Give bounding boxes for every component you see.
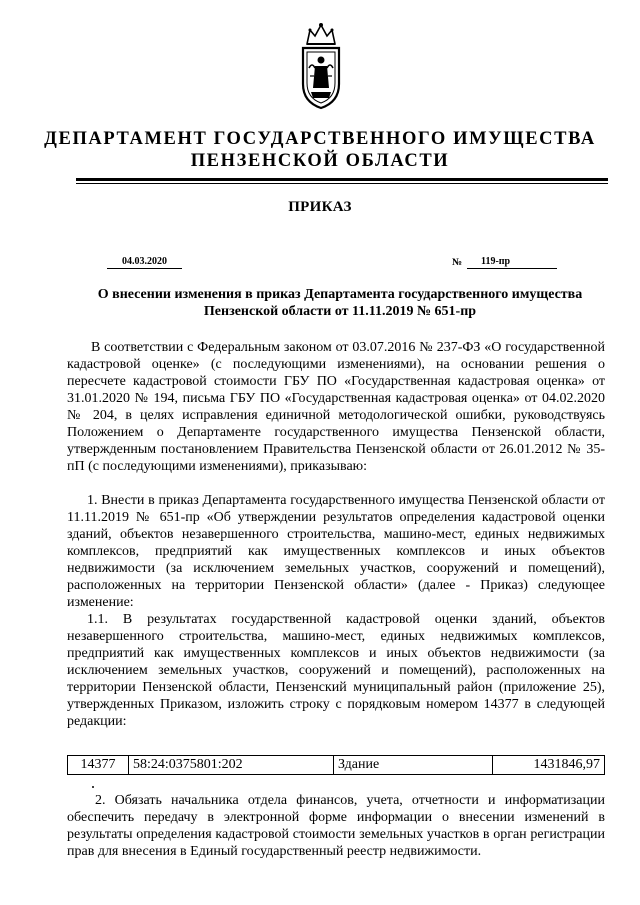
header-divider-thin	[76, 183, 608, 184]
penza-coat-of-arms-icon	[298, 22, 344, 110]
number-sign: №	[452, 257, 463, 268]
department-title-line1: ДЕПАРТАМЕНТ ГОСУДАРСТВЕННОГО ИМУЩЕСТВА	[44, 129, 596, 149]
header-divider-thick	[76, 178, 608, 181]
document-date: 04.03.2020	[107, 256, 182, 269]
object-type-cell: Здание	[334, 756, 493, 775]
cadastral-number-cell: 58:24:0375801:202	[129, 756, 334, 775]
row-number-cell: 14377	[68, 756, 129, 775]
table-row	[68, 756, 605, 775]
stray-dot	[92, 786, 94, 788]
document-subject: О внесении изменения в приказ Департамента государственного имущества Пензенской области от 11.11.2019 № 651-пр	[97, 287, 583, 319]
paragraph-item-1: 1. Внести в приказ Департамента государственного имущества Пензенской области от 11.11.2019 № 651-пр «Об утверждении результатов определения кадастровой оценки зданий, объектов незавершенного строительства, машино-мест, единых недвижимых комплексов, предприятий как имущественных комплексов и иных объектов недвижимости (за исключением земельных участков, сооружений и помещений), расположенных на территории Пензенской области» (далее - Приказ) следующее изменение:	[67, 493, 605, 610]
department-title-line2: ПЕНЗЕНСКОЙ ОБЛАСТИ	[190, 151, 450, 171]
paragraph-preamble: В соответствии с Федеральным законом от 03.07.2016 № 237-ФЗ «О государственной кадастровой оценке» (с последующими изменениями), на основании решения о пересчете кадастровой стоимости ГБУ ПО «Государственная кадастровая оценка» от 31.01.2020 № 194, письма ГБУ ПО «Государственная кадастровая оценка» от 04.02.2020 № 204, в целях исправления единичной методологической ошибки, руководствуясь Положением о Департаменте государственного имущества Пензенской области, утвержденным постановлением Правительства Пензенской области от 26.01.2012 № 35-пП (с последующими изменениями), приказываю:	[67, 340, 605, 474]
document-type: ПРИКАЗ	[288, 199, 352, 215]
paragraph-item-2: 2. Обязать начальника отдела финансов, учета, отчетности и информатизации обеспечить передачу в электронной форме информации о внесении изменений в результаты определения кадастровой стоимости земельных участков в орган регистрации прав для внесения в Единый государственный реестр недвижимости.	[67, 793, 605, 859]
amendment-table	[67, 755, 605, 775]
cadastral-value-cell: 1431846,97	[493, 756, 605, 775]
document-number: 119-пр	[467, 256, 557, 269]
paragraph-item-1-1: 1.1. В результатах государственной кадастровой оценки зданий, объектов незавершенного строительства, машино-мест, единых недвижимых комплексов, предприятий как имущественных комплексов и иных объектов недвижимости (за исключением земельных участков, сооружений и помещений), расположенных на территории Пензенской области, Пензенский муниципальный район (приложение 25), утвержденных Приказом, изложить строку с порядковым номером 14377 в следующей редакции:	[67, 612, 605, 729]
